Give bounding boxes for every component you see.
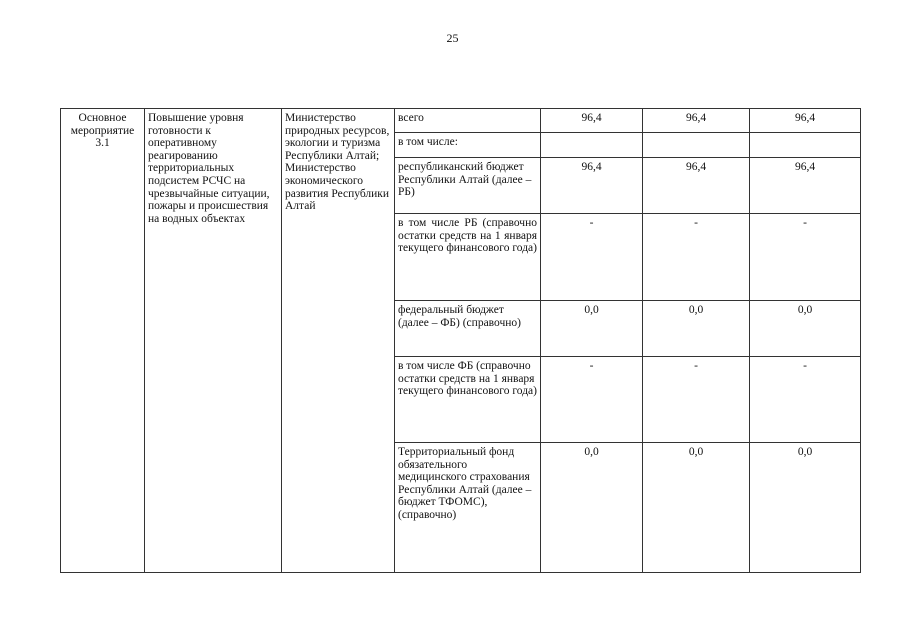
funding-source: в том числе ФБ (справочно остатки средств на 1 января текущего финансового года)	[395, 357, 541, 443]
value-cell: -	[541, 214, 643, 301]
value-cell: 0,0	[541, 443, 643, 573]
value-cell	[750, 133, 861, 158]
value-cell: 96,4	[643, 158, 750, 214]
value-cell: 96,4	[750, 158, 861, 214]
value-cell: 96,4	[643, 109, 750, 133]
value-cell: 96,4	[750, 109, 861, 133]
funding-source: в том числе:	[395, 133, 541, 158]
value-cell: 0,0	[643, 443, 750, 573]
value-cell: -	[541, 357, 643, 443]
funding-table	[60, 108, 861, 573]
value-cell: 0,0	[750, 301, 861, 357]
funding-source: федеральный бюджет (далее – ФБ) (справочно)	[395, 301, 541, 357]
funding-source: республиканский бюджет Республики Алтай (далее – РБ)	[395, 158, 541, 214]
funding-source: всего	[395, 109, 541, 133]
funding-source: в том числе РБ (справочно остатки средств на 1 января текущего финансового года)	[398, 217, 537, 255]
value-cell: 0,0	[643, 301, 750, 357]
value-cell: -	[643, 357, 750, 443]
value-cell	[643, 133, 750, 158]
value-cell: -	[750, 357, 861, 443]
measure-name: Повышение уровня готовности к оперативному реагированию территориальных подсистем РСЧС на чрезвычайные ситуации, пожары и происшествия на водных объектах	[145, 109, 282, 573]
value-cell: -	[750, 214, 861, 301]
value-cell: -	[643, 214, 750, 301]
funding-source: Территориальный фонд обязательного медицинского страхования Республики Алтай (далее – бюджет ТФОМС), (справочно)	[395, 443, 541, 573]
value-cell	[541, 133, 643, 158]
measure-code: Основное мероприятие 3.1	[61, 109, 145, 573]
measure-executors: Министерство природных ресурсов, экологии и туризма Республики Алтай; Министерство экономического развития Республики Алтай	[282, 109, 395, 573]
value-cell: 96,4	[541, 158, 643, 214]
value-cell: 96,4	[541, 109, 643, 133]
value-cell: 0,0	[541, 301, 643, 357]
value-cell: 0,0	[750, 443, 861, 573]
page-number: 25	[446, 31, 459, 45]
table-row	[61, 109, 861, 133]
